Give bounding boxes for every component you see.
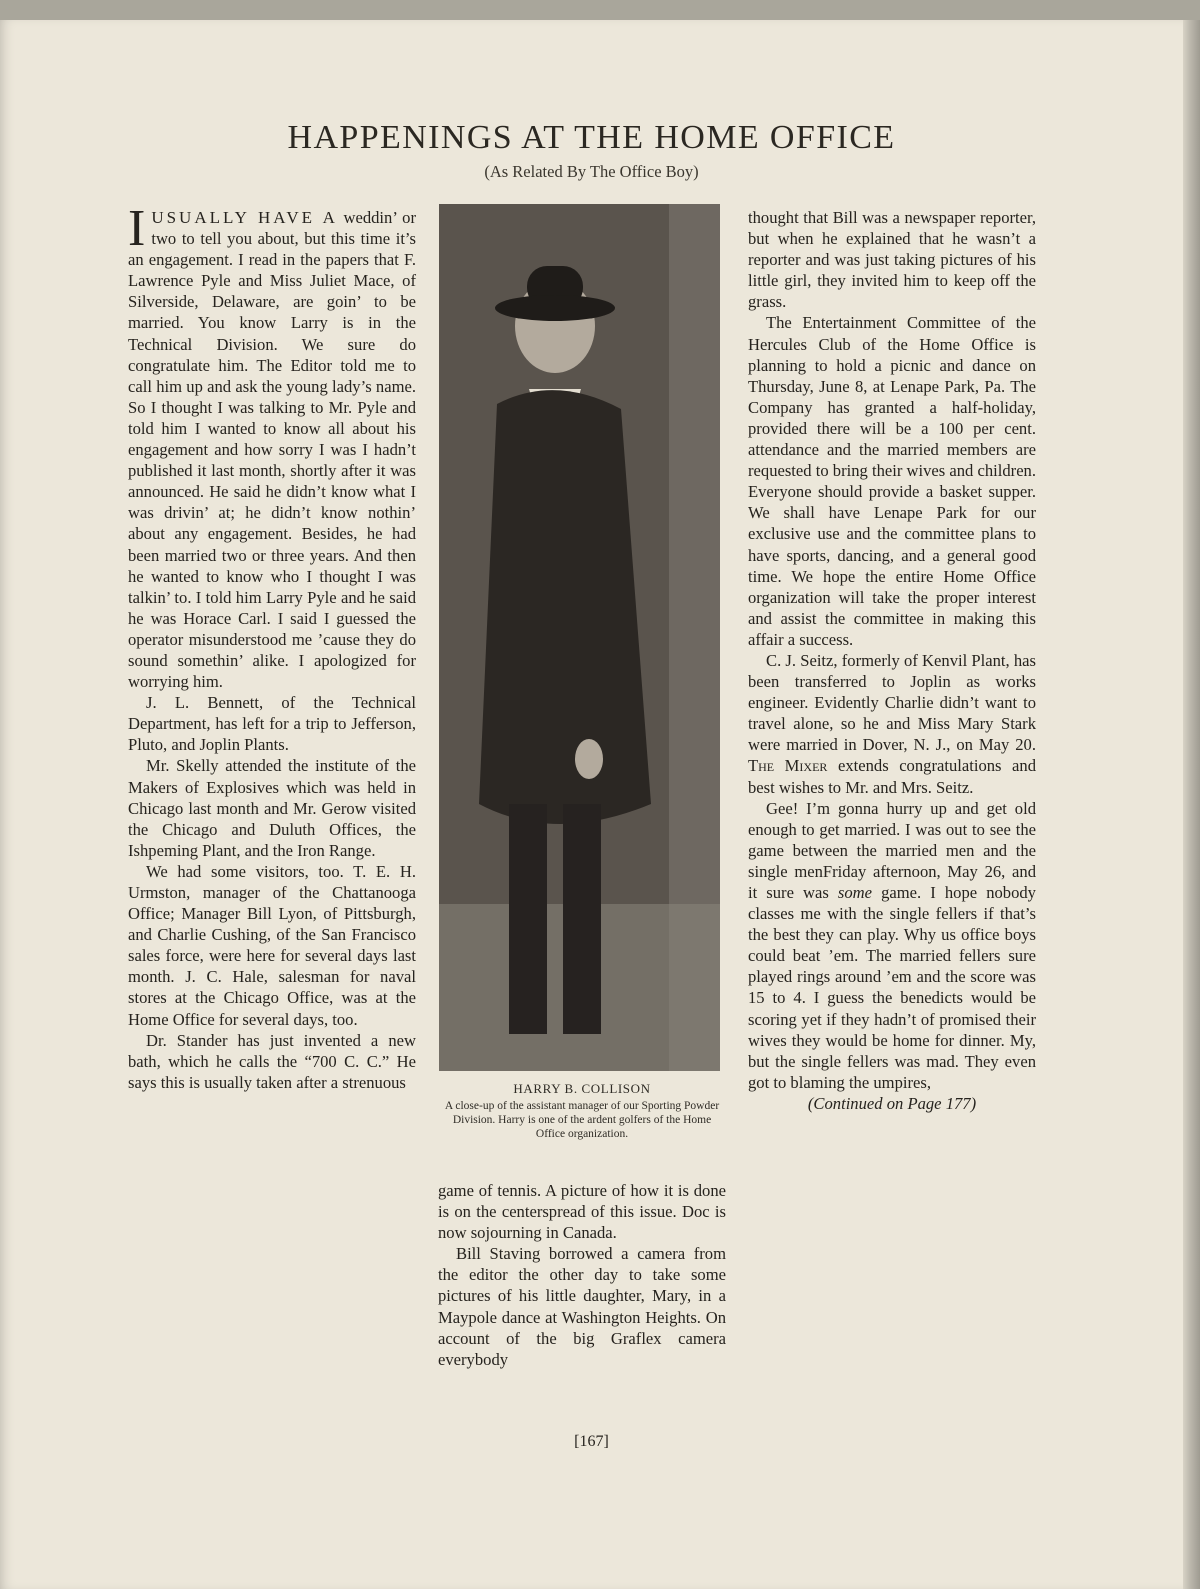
right-column bbox=[748, 207, 1036, 1114]
drop-cap: I bbox=[128, 200, 146, 257]
intro-paragraph bbox=[128, 200, 416, 692]
page-number: [167] bbox=[574, 1433, 609, 1450]
caption-title: HARRY B. COLLISON bbox=[513, 1081, 651, 1096]
intro-text: weddin’ or two to tell you about, but this time it’s an engagement. I read in the papers that F. Lawrence Pyle and Miss Juliet Mace, of Silverside, Delaware, are goin’ to be married. You know Larry is in the Technical Division. We sure do congratulate him. The Editor told me to call him up and ask the young lady’s name. So I thought I was talking to Mr. Pyle and told him I wanted to know all about his engagement and how sorry I was I hadn’t published it last month, shortly after it was announced. He said he didn’t know what I was drivin’ at; he didn’t know nothin’ about any engagement. Besides, he had been married two or three years. And then he wanted to know who I thought I was talkin’ to. I told him Larry Pyle and he said he was Horace Carl. I said I guessed the operator misunderstood me ’cause they do sound somethin’ alike. I apologized for worrying him. bbox=[128, 208, 416, 692]
game-text-end: game. I hope nobody classes me with the single fellers if that’s the best they can play. Why us office boys could beat ’em. The married fellers sure played rings around ’em and the score was 15 to 4. I guess the benedicts would be scoring yet if they hadn’t of promised their wives they would be home for dinner. My, but the single fellers was mad. They even got to blaming the umpires, bbox=[748, 883, 1036, 1092]
paragraph-game bbox=[748, 798, 1036, 1093]
paragraph-bennett: J. L. Bennett, of the Technical Department, has left for a trip to Jefferson, Pluto, and Joplin Plants. bbox=[128, 693, 416, 755]
paragraph-seitz bbox=[748, 650, 1036, 798]
caption-text: A close-up of the assistant manager of our Sporting Powder Division. Harry is one of the ardent golfers of the Home Office organization. bbox=[444, 1100, 720, 1140]
seitz-text: C. J. Seitz, formerly of Kenvil Plant, has been transferred to Joplin as works engineer. Evidently Charlie didn’t want to travel alone, so he and Miss Mary Stark were married in Dover, N. J., on May 20. bbox=[748, 650, 1036, 755]
seitz-text-end: extends congratulations and best wishes to Mr. and Mrs. Seitz. bbox=[748, 756, 1036, 797]
article-subtitle: (As Related By The Office Boy) bbox=[484, 162, 699, 181]
paragraph-staving: Bill Staving borrowed a camera from the editor the other day to take some pictures of his little daughter, Mary, in a Maypole dance at Washington Heights. On account of the big Graflex camera everybody bbox=[438, 1244, 726, 1369]
paragraph-reporter: thought that Bill was a newspaper reporter, but when he explained that he wasn’t a reporter and was just taking pictures of his little girl, they invited him to keep off the grass. bbox=[748, 208, 1036, 312]
photo-caption bbox=[439, 1082, 725, 1141]
portrait-figure bbox=[439, 204, 720, 1071]
paragraph-skelly: Mr. Skelly attended the institute of the Makers of Explosives which was held in Chicago last month and Mr. Gerow visited the Chicago and Duluth Offices, the Ishpeming Plant, and the Iron Range. bbox=[128, 756, 416, 860]
emphasis-some: some bbox=[837, 883, 873, 902]
portrait-photo bbox=[439, 204, 720, 1071]
paragraph-picnic: The Entertainment Committee of the Hercules Club of the Home Office is planning to hold a picnic and dance on Thursday, June 8, at Lenape Park, Pa. The Company has granted a half-holiday, provided there will be a 100 per cent. attendance and the married members are requested to bring their wives and children. Everyone should provide a basket supper. We shall have Lenape Park for our exclusive use and the committee plans to have sports, dancing, and a general good time. We hope the entire Home Office organization will take the proper interest and assist the committee in making this affair a success. bbox=[748, 313, 1037, 649]
continued-note: (Continued on Page 177) bbox=[807, 1093, 977, 1113]
paragraph-visitors: We had some visitors, too. T. E. H. Urmston, manager of the Chattanooga Office; Manager Bill Lyon, of Pittsburgh, and Charlie Cushing, of the San Francisco sales force, were here for several days last month. J. C. Hale, salesman for naval stores at the Chicago Office, was at the Home Office for several days, too. bbox=[128, 861, 416, 1029]
middle-column bbox=[438, 1180, 726, 1370]
paragraph-tennis: game of tennis. A picture of how it is done is on the centerspread of this issue. Doc is now sojourning in Canada. bbox=[438, 1181, 726, 1243]
magazine-name: The Mixer bbox=[748, 756, 828, 776]
left-column bbox=[128, 200, 416, 1093]
lead-caps: USUALLY HAVE A bbox=[151, 208, 338, 227]
game-text: Gee! I’m gonna hurry up and get old enough to get married. I was out to see the game between the married men and the single menFriday afternoon, May 26, and it sure was bbox=[748, 798, 1036, 902]
paragraph-stander: Dr. Stander has just invented a new bath, which he calls the “700 C. C.” He says this is usually taken after a strenuous bbox=[128, 1030, 416, 1092]
article-title: HAPPENINGS AT THE HOME OFFICE bbox=[287, 119, 896, 156]
page-edge bbox=[1183, 20, 1200, 1589]
